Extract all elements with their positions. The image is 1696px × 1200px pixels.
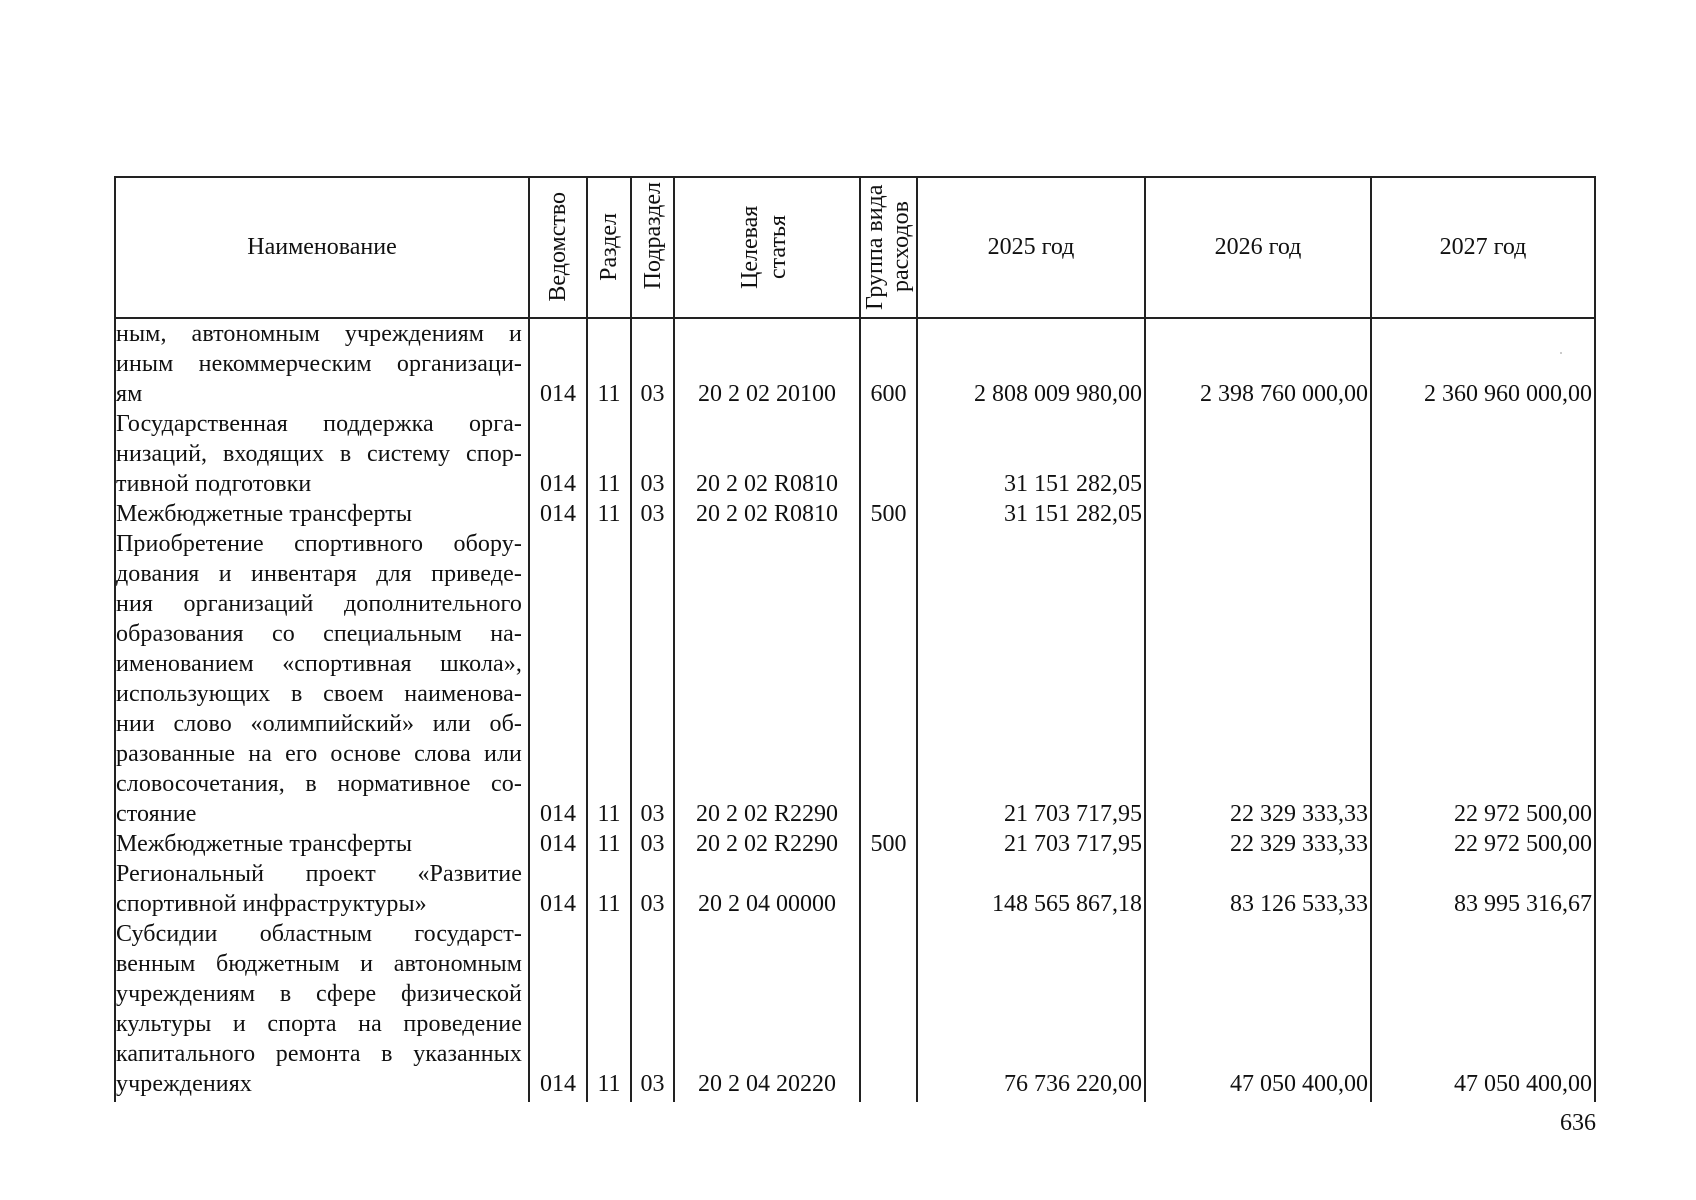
cell-year-2025: 31 151 282,05 — [1004, 501, 1142, 527]
header-name — [116, 176, 528, 318]
cell-target-article: 20 2 04 00000 — [698, 891, 836, 917]
cell-name — [116, 829, 522, 859]
cell-ministry: 014 — [540, 381, 576, 407]
header-subsection — [632, 176, 673, 318]
cell-target-article: 20 2 02 R0810 — [695, 501, 838, 527]
name-line: именованием «спортивная школа», — [116, 651, 522, 677]
cell-subsection: 03 — [640, 381, 665, 407]
cell-year-2025: 31 151 282,05 — [1004, 471, 1142, 497]
cell-target-article: 20 2 02 R0810 — [695, 471, 838, 497]
cell-section: 11 — [597, 381, 621, 407]
cell-target-article: 20 2 02 20100 — [698, 381, 836, 407]
header-year-2026 — [1146, 176, 1370, 318]
cell-section: 11 — [597, 1071, 621, 1097]
cell-ministry: 014 — [540, 891, 576, 917]
table-row — [114, 529, 1596, 829]
cell-year-2025: 76 736 220,00 — [1004, 1071, 1142, 1097]
name-line: Межбюджетные трансферты — [116, 501, 413, 527]
cell-section: 11 — [597, 501, 621, 527]
header-ministry-text: Ведомство — [545, 192, 571, 302]
table-row — [114, 829, 1596, 859]
cell-name — [116, 859, 522, 919]
name-line: нии слово «олимпийский» или об- — [116, 711, 522, 737]
header-section-text: Раздел — [596, 213, 622, 281]
header-year-2025 — [918, 176, 1144, 318]
name-line: словосочетания, в нормативное со- — [116, 771, 522, 797]
name-line: капитального ремонта в указанных — [116, 1041, 522, 1067]
name-line: Региональный проект «Развитие — [116, 861, 522, 887]
header-year-2027-text: 2027 год — [1439, 234, 1527, 260]
name-line: спортивной инфраструктуры» — [116, 891, 427, 917]
cell-year-2025: 21 703 717,95 — [1004, 801, 1142, 827]
cell-year-2025: 2 808 009 980,00 — [974, 381, 1142, 407]
cell-subsection: 03 — [640, 501, 665, 527]
cell-target-article: 20 2 02 R2290 — [695, 801, 838, 827]
table-row — [114, 409, 1596, 499]
cell-expense-group: 500 — [870, 831, 907, 857]
name-line: Межбюджетные трансферты — [116, 831, 413, 857]
cell-year-2027: 47 050 400,00 — [1454, 1071, 1592, 1097]
cell-ministry: 014 — [540, 1071, 576, 1097]
cell-subsection: 03 — [640, 471, 665, 497]
header-ministry — [530, 176, 586, 318]
budget-table — [114, 176, 1596, 1102]
cell-expense-group — [861, 799, 916, 829]
cell-subsection: 03 — [640, 891, 665, 917]
name-line: низаций, входящих в систему спор- — [116, 441, 522, 467]
cell-section: 11 — [597, 891, 621, 917]
cell-name — [116, 499, 522, 529]
cell-expense-group: 600 — [870, 381, 907, 407]
cell-year-2026: 47 050 400,00 — [1230, 1071, 1368, 1097]
cell-year-2026: 22 329 333,33 — [1230, 801, 1368, 827]
header-year-2026-text: 2026 год — [1214, 234, 1302, 260]
cell-section: 11 — [597, 831, 621, 857]
header-year-2025-text: 2025 год — [987, 234, 1075, 260]
cell-year-2027 — [1372, 499, 1592, 529]
cell-subsection: 03 — [640, 1071, 665, 1097]
cell-year-2025: 148 565 867,18 — [992, 891, 1142, 917]
header-name-text: Наименование — [247, 234, 397, 260]
name-line: венным бюджетным и автономным — [116, 951, 522, 977]
header-target-article-text: Целевая статья — [737, 205, 791, 289]
cell-name — [116, 319, 522, 409]
table-row — [114, 319, 1596, 409]
name-line: Субсидии областным государст- — [116, 921, 522, 947]
name-line: культуры и спорта на проведение — [116, 1011, 522, 1037]
cell-ministry: 014 — [540, 801, 576, 827]
cell-target-article: 20 2 04 20220 — [698, 1071, 836, 1097]
cell-year-2027: 2 360 960 000,00 — [1424, 381, 1592, 407]
name-line: разованные на его основе слова или — [116, 741, 522, 767]
name-line: стояние — [116, 801, 197, 827]
name-line: ям — [116, 381, 143, 407]
cell-expense-group — [861, 889, 916, 919]
name-line: образования со специальным на- — [116, 621, 522, 647]
name-line: тивной подготовки — [116, 471, 312, 497]
cell-expense-group — [861, 469, 916, 499]
header-section — [588, 176, 630, 318]
cell-expense-group — [861, 1069, 916, 1099]
cell-ministry: 014 — [540, 471, 576, 497]
cell-year-2026: 22 329 333,33 — [1230, 831, 1368, 857]
cell-expense-group: 500 — [870, 501, 907, 527]
cell-year-2027 — [1372, 469, 1592, 499]
cell-subsection: 03 — [640, 831, 665, 857]
name-line: использующих в своем наименова- — [116, 681, 522, 707]
cell-year-2027: 22 972 500,00 — [1454, 831, 1592, 857]
name-line: ния организаций дополнительного — [116, 591, 522, 617]
name-line: ным, автономным учреждениям и — [116, 321, 522, 347]
cell-year-2026: 83 126 533,33 — [1230, 891, 1368, 917]
header-expense-group-text: Группа вида расходов — [861, 184, 914, 310]
cell-year-2026: 2 398 760 000,00 — [1200, 381, 1368, 407]
cell-ministry: 014 — [540, 831, 576, 857]
name-line: учреждениям в сфере физической — [116, 981, 522, 1007]
name-line: Приобретение спортивного обору- — [116, 531, 522, 557]
table-row — [114, 859, 1596, 919]
name-line: Государственная поддержка орга- — [116, 411, 522, 437]
cell-year-2026 — [1146, 499, 1368, 529]
page-number: 636 — [1560, 1110, 1596, 1136]
name-line: дования и инвентаря для приведе- — [116, 561, 522, 587]
cell-ministry: 014 — [540, 501, 576, 527]
name-line: учреждениях — [116, 1071, 252, 1097]
name-line: иным некоммерческим организаци- — [116, 351, 522, 377]
cell-section: 11 — [597, 801, 621, 827]
cell-year-2027: 22 972 500,00 — [1454, 801, 1592, 827]
header-expense-group — [861, 176, 916, 318]
cell-target-article: 20 2 02 R2290 — [695, 831, 838, 857]
table-row — [114, 499, 1596, 529]
cell-year-2025: 21 703 717,95 — [1004, 831, 1142, 857]
scan-speck — [1560, 352, 1562, 354]
table-row — [114, 919, 1596, 1099]
header-subsection-text: Подраздел — [639, 182, 666, 290]
cell-year-2026 — [1146, 469, 1368, 499]
cell-section: 11 — [597, 471, 621, 497]
cell-subsection: 03 — [640, 801, 665, 827]
cell-name — [116, 409, 522, 499]
header-year-2027 — [1372, 176, 1594, 318]
cell-name — [116, 529, 522, 829]
cell-name — [116, 919, 522, 1099]
header-target-article — [675, 176, 859, 318]
cell-year-2027: 83 995 316,67 — [1454, 891, 1592, 917]
